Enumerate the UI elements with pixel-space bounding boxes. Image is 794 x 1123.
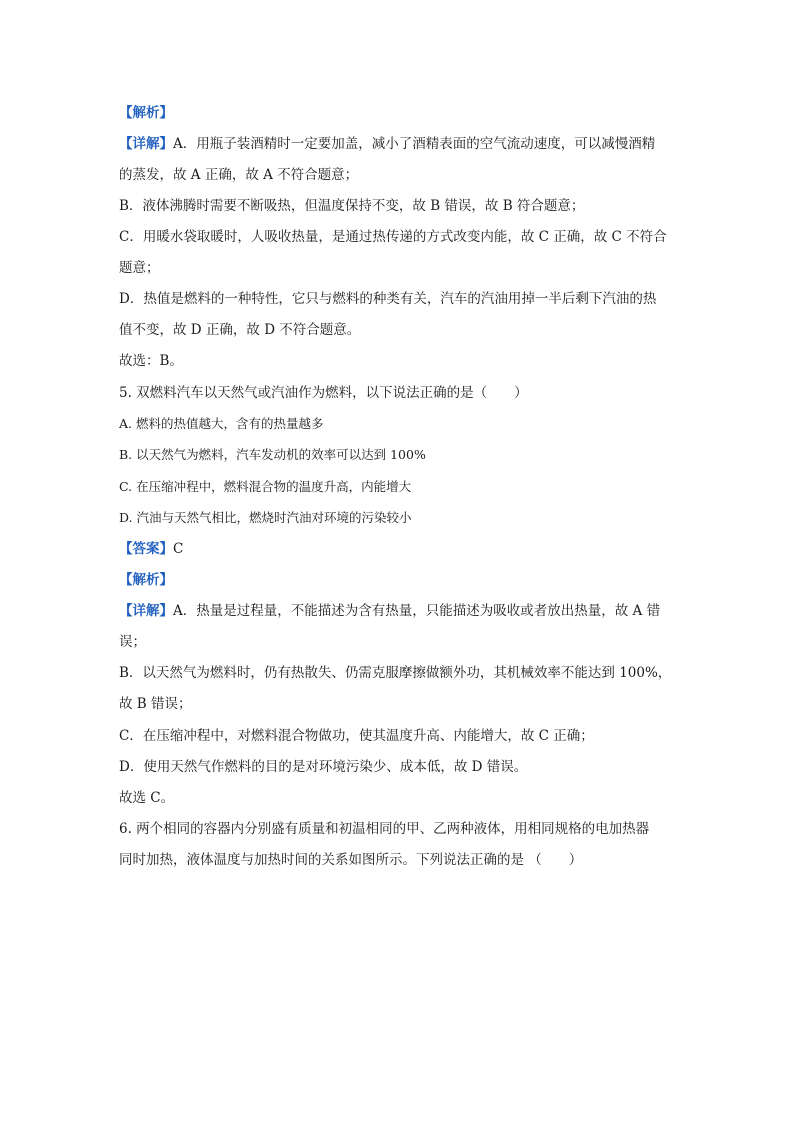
answer-choice-line: 故选 C。 (119, 790, 175, 806)
explanation-line: B．液体沸腾时需要不断吸热，但温度保持不变，故 B 错误，故 B 符合题意； (119, 198, 585, 214)
explanation-line: 误； (119, 634, 146, 650)
option-a: A. 燃料的热值越大，含有的热量越多 (119, 416, 324, 431)
explanation-line: C．用暖水袋取暖时，人吸收热量，是通过热传递的方式改变内能，故 C 正确，故 C 不符合 (119, 229, 667, 245)
explanation-line: B．以天然气为燃料时，仍有热散失、仍需克服摩擦做额外功，其机械效率不能达到 100%， (119, 665, 672, 681)
explanation-line: 【详解】A．用瓶子装酒精时一定要加盖，减小了酒精表面的空气流动速度，可以减慢酒精 (119, 136, 656, 152)
question-stem: 同时加热，液体温度与加热时间的关系如图所示。下列说法正确的是 （ ） (119, 852, 583, 868)
option-b: B. 以天然气为燃料，汽车发动机的效率可以达到 100% (119, 447, 426, 462)
explanation-line: 的蒸发，故 A 正确，故 A 不符合题意； (119, 167, 359, 183)
explanation-line: C．在压缩冲程中，对燃料混合物做功，使其温度升高、内能增大，故 C 正确； (119, 728, 594, 744)
explanation-line: 故 B 错误； (119, 696, 192, 712)
answer-choice-line: 故选：B。 (119, 353, 183, 369)
section-heading-analysis: 【解析】 (119, 105, 173, 121)
question-stem: 5. 双燃料汽车以天然气或汽油作为燃料，以下说法正确的是（ ） (119, 385, 528, 401)
explanation-line: D．使用天然气作燃料的目的是对环境污染少、成本低，故 D 错误。 (119, 759, 528, 775)
option-d: D. 汽油与天然气相比，燃烧时汽油对环境的污染较小 (119, 510, 412, 525)
question-stem: 6. 两个相同的容器内分别盛有质量和初温相同的甲、乙两种液体，用相同规格的电加热器 (119, 821, 650, 837)
explanation-line: 题意； (119, 260, 160, 276)
explanation-line: 【详解】A．热量是过程量，不能描述为含有热量，只能描述为吸收或者放出热量，故 A 错 (119, 603, 661, 619)
explanation-line: 值不变，故 D 正确，故 D 不符合题意。 (119, 322, 361, 338)
section-heading-analysis: 【解析】 (119, 572, 173, 588)
explanation-line: D．热值是燃料的一种特性，它只与燃料的种类有关，汽车的汽油用掉一半后剩下汽油的热 (119, 291, 657, 307)
answer-line: 【答案】C (119, 541, 184, 557)
option-c: C. 在压缩冲程中，燃料混合物的温度升高，内能增大 (119, 479, 412, 494)
